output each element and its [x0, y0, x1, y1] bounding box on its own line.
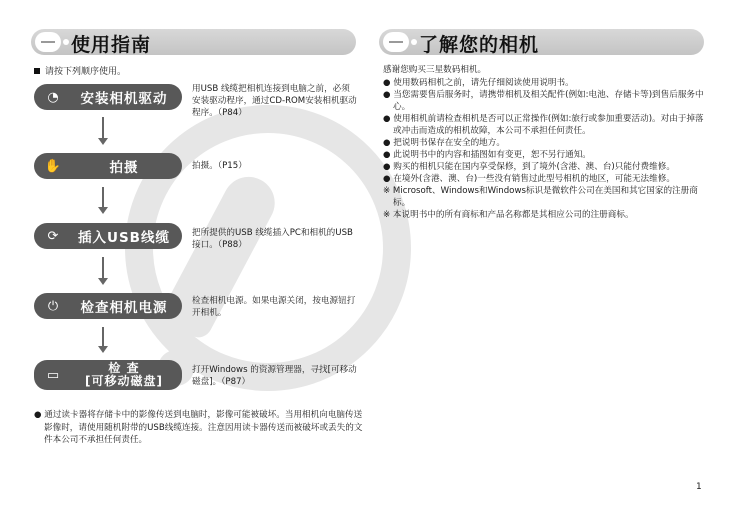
notice-item: ※ Microsoft、Windows和Windows标识是微软件公司在美国和其它国家的注册商标。 — [383, 186, 698, 208]
step-label-line1: 检 查 — [108, 361, 140, 375]
step-insert-usb — [34, 223, 182, 249]
step-description: 拍摄。（P15） — [192, 161, 247, 171]
down-arrow-icon — [102, 187, 104, 210]
notice-item: ● 此说明书中的内容和插图如有变更，恕不另行通知。 — [383, 150, 591, 160]
step-shoot — [34, 153, 182, 179]
notice-item: ● 把说明书保存在安全的地方。 — [383, 138, 505, 148]
left-intro — [34, 64, 126, 77]
right-intro: 感谢您购买三星数码相机。 — [383, 65, 487, 75]
notice-item: ● 使用数码相机之前，请先仔细阅读使用说明书。 — [383, 78, 574, 88]
step-install-driver — [34, 84, 182, 110]
notice-item: ※ 本说明书中的所有商标和产品名称都是其相应公司的注册商标。 — [383, 210, 634, 220]
right-header-bar — [379, 29, 704, 55]
step-check-power — [34, 293, 182, 319]
step-label — [66, 362, 182, 388]
right-column — [383, 64, 708, 221]
step-description: 打开Windows 的资源管理器，寻找[可移动磁盘]。（P87） — [192, 365, 357, 387]
step-label: 安装相机驱动 — [80, 91, 168, 107]
step-label: 检查相机电源 — [80, 300, 168, 316]
left-page-title: 使用指南 — [71, 34, 152, 56]
hand-icon: ✋ — [44, 158, 62, 174]
step-description: 把所提供的USB 线缆插入PC和相机的USB 接口。（P88） — [192, 228, 353, 250]
usb-plug-icon: ⟳ — [47, 228, 59, 244]
down-arrow-icon — [102, 327, 104, 349]
disk-icon: ▭ — [46, 367, 60, 383]
step-check-removable-disk — [34, 360, 182, 390]
step-label: 插入USB线缆 — [78, 230, 170, 246]
notice-item: ● 购买的相机只能在国内享受保修，到了境外(含港、澳、台)只能付费维修。 — [383, 162, 675, 172]
right-page-title: 了解您的相机 — [419, 34, 540, 56]
intro-text: 请按下列顺序使用。 — [45, 67, 127, 77]
step-label-line2: [可移动磁盘] — [85, 374, 163, 388]
notice-item: ● 使用相机前请检查相机是否可以正常操作(例如:旅行或参加重要活动)。对由于掉落或冲击而造成的相机故障，本公司不承担任何责任。 — [383, 114, 704, 136]
step-description: 用USB 线缆把相机连接到电脑之前，必须安装驱动程序，通过CD-ROM安装相机驱动程序。（P84） — [192, 84, 357, 118]
down-arrow-icon — [102, 257, 104, 281]
square-bullet-icon — [34, 68, 40, 74]
header-pill-icon — [35, 32, 61, 52]
left-header-bar — [31, 29, 356, 55]
header-pill-icon — [383, 32, 409, 52]
notice-item: ● 当您需要售后服务时，请携带相机及相关配件(例如:电池、存储卡等)到售后服务中心。 — [383, 90, 704, 112]
notice-item: ● 在境外(含港、澳、台)一些没有销售过此型号相机的地区，可能无法维修。 — [383, 174, 675, 184]
step-label: 拍摄 — [109, 160, 139, 176]
card-reader-note: ● 通过读卡器将存储卡中的影像传送到电脑时，影像可能被破坏。当用相机向电脑传送影像时，请使用随机附带的USB线缆连接。注意因用读卡器传送而被破坏或丢失的文件本公司不承担任何责任。 — [34, 410, 363, 445]
cd-icon: ◔ — [47, 89, 59, 105]
power-icon: ⏻ — [47, 298, 59, 314]
down-arrow-icon — [102, 117, 104, 141]
step-description: 检查相机电源。如果电源关闭，按电源钮打开相机。 — [192, 296, 356, 318]
page-number: 1 — [696, 482, 702, 492]
